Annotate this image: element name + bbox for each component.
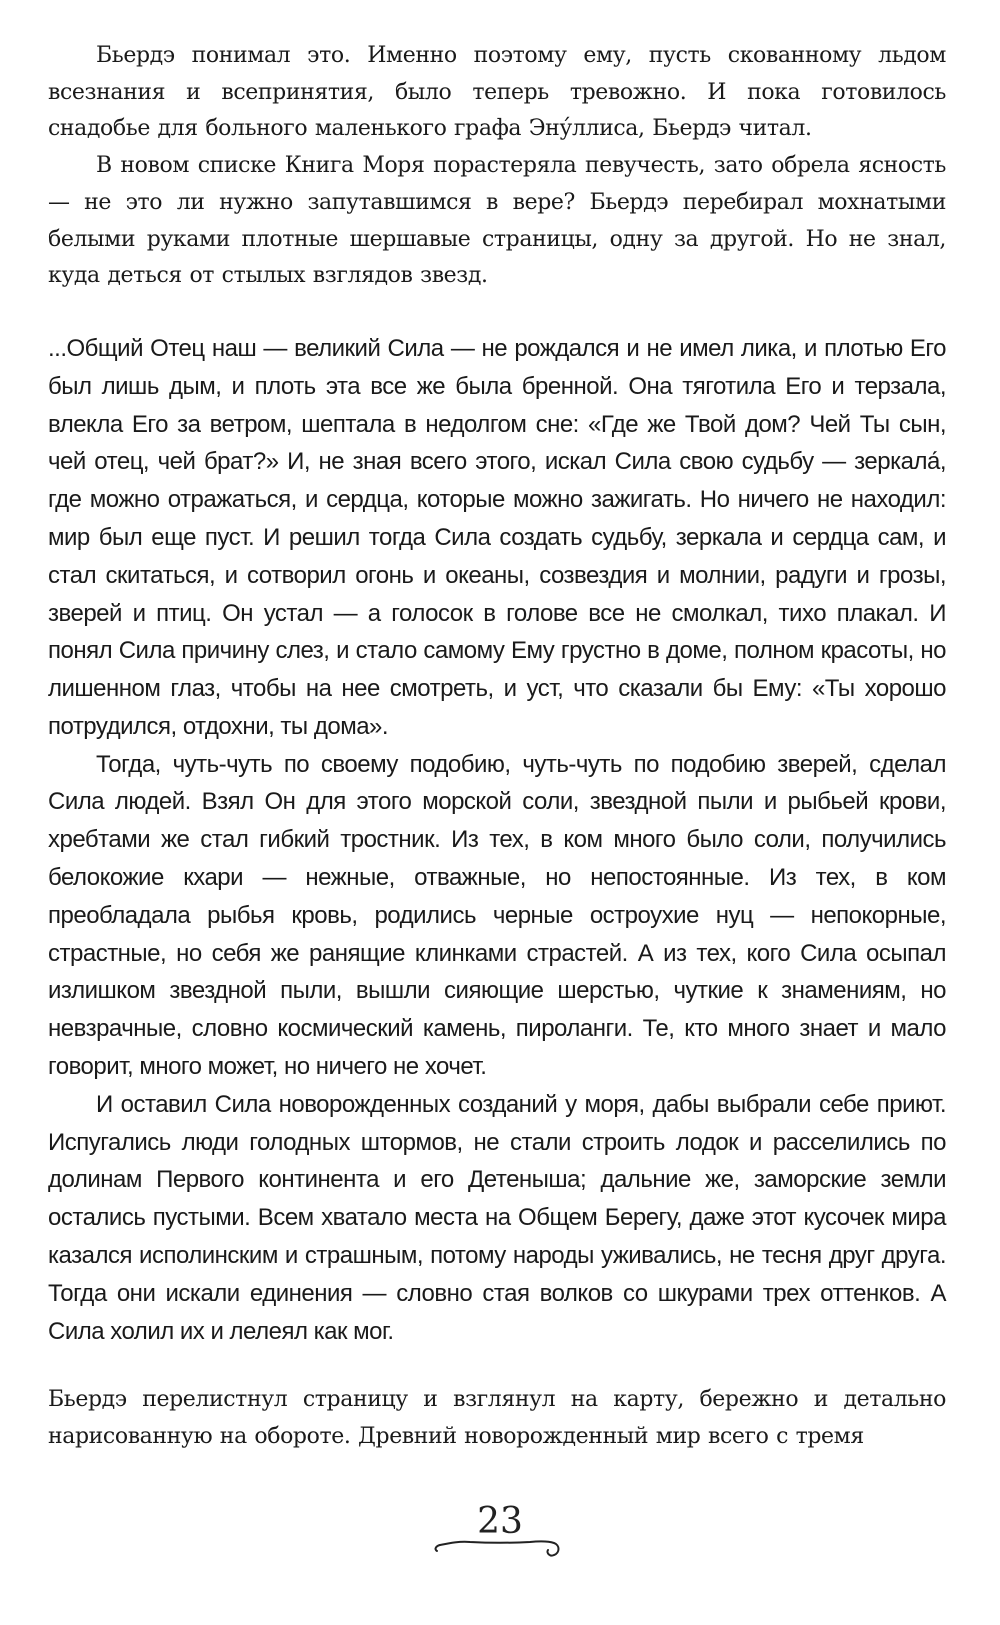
paragraph: В новом списке Книга Моря порастеряла певучесть, зато обрела ясность — не это ли нужно запутавшимся в вере? Бьердэ перебирал мохнатыми белыми руками плотные шершавые страницы, одну за другой. Но не знал, куда деться от стылых взглядов звезд.: [48, 153, 946, 289]
paragraph: Бьердэ перелистнул страницу и взглянул на карту, бережно и детально нарисованную на обороте. Древний новорожденный мир всего с тремя: [48, 1387, 946, 1450]
paragraph: ...Общий Отец наш — великий Сила — не рождался и не имел лика, и плотью Его был лишь дым, и плоть эта все же была бренной. Она тяготила Его и терзала, влекла Его за ветром, шептала в недолгом сне: «Где же Твой дом? Чей Ты сын, чей отец, чей брат?» И, не зная всего этого, искал Сила свою судьбу — зеркала́, где можно отражаться, и сердца, которые можно зажигать. Но ничего не находил: мир был еще пуст. И решил тогда Сила создать судьбу, зеркала и сердца сам, и стал скитаться, и сотворил огонь и океаны, созвездия и молнии, радуги и грозы, зверей и птиц. Он устал — а голосок в голове все не смолкал, тихо плакал. И понял Сила причину слез, и стало самому Ему грустно в доме, полном красоты, но лишенном глаз, чтобы на нее смотреть, и уст, что сказали бы Ему: «Ты хорошо потрудился, отдохни, ты дома».: [48, 334, 946, 740]
narrative-block-2: [48, 1382, 946, 1455]
paragraph: Тогда, чуть-чуть по своему подобию, чуть-чуть по подобию зверей, сделал Сила людей. Взял Он для этого морской соли, звездной пыли и рыбьей крови, хребтами же стал гибкий тростник. Из тех, в ком много было соли, получились белокожие кхари — нежные, отважные, но непостоянные. Из тех, в ком преобладала рыбья кровь, родились черные остроухие нуц — непокорные, страстные, но себя же ранящие клинками страстей. А из тех, кого Сила осыпал излишком звездной пыли, вышли сияющие шерстью, чуткие к знамениям, но невзрачные, словно космический камень, пироланги. Те, кто много знает и мало говорит, много может, но ничего не хочет.: [48, 750, 946, 1081]
page-number-flourish-icon: [430, 1515, 570, 1565]
page-number: 23: [477, 1501, 523, 1542]
paragraph: И оставил Сила новорожденных созданий у моря, дабы выбрали себе приют. Испугались люди голодных штормов, не стали строить лодок и расселились по долинам Первого континента и его Детеныша; дальние же, заморские земли остались пустыми. Всем хватало места на Общем Берегу, даже этот кусочек мира казался исполинским и страшным, потому народы уживались, не тесня друг друга. Тогда они искали единения — словно стая волков со шкурами трех оттенков. А Сила холил их и лелеял как мог.: [48, 1090, 946, 1345]
book-page: [48, 38, 946, 1456]
narrative-block-1: [48, 38, 946, 295]
book-of-sea-excerpt: [48, 330, 946, 1351]
paragraph: Бьердэ понимал это. Именно поэтому ему, пусть скованному льдом всезнания и всепринятия, было теперь тревожно. И пока готовилось снадобье для больного маленького графа Эну́ллиса, Бьердэ читал.: [48, 43, 946, 142]
